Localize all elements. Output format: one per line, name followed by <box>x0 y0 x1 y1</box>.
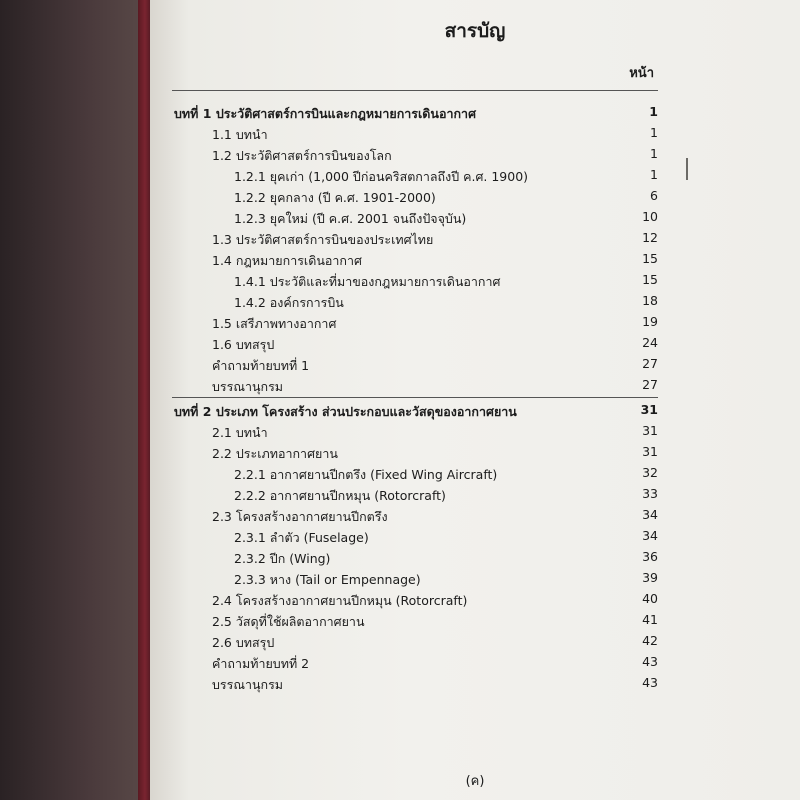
toc-entry <box>150 356 800 376</box>
toc-entry <box>150 591 800 611</box>
entry-label: 2.2.1 อากาศยานปีกตรึง (Fixed Wing Aircraft) <box>234 467 498 482</box>
page-number: 34 <box>642 507 658 522</box>
toc-entry <box>150 444 800 464</box>
toc-entry <box>150 314 800 334</box>
page-number: 1 <box>650 146 658 161</box>
page-number: 19 <box>642 314 658 329</box>
toc-entry <box>150 335 800 355</box>
toc-entry <box>150 570 800 590</box>
page-number: 6 <box>650 188 658 203</box>
toc-entry <box>150 146 800 166</box>
page-column-header: หน้า <box>629 66 654 81</box>
toc-entry <box>150 486 800 506</box>
page-number: 34 <box>642 528 658 543</box>
table-of-contents <box>150 0 800 800</box>
toc-entry <box>150 612 800 632</box>
entry-label: คำถามท้ายบทที่ 1 <box>212 358 310 373</box>
chapter1-rule <box>172 90 658 91</box>
page-number: 10 <box>642 209 658 224</box>
entry-label: 1.2.1 ยุคเก่า (1,000 ปีก่อนคริสตกาลถึงปี ค.ศ. 1900) <box>234 169 529 184</box>
page-number: 39 <box>642 570 658 585</box>
page-title: สารบัญ <box>444 20 506 42</box>
page-number: 1 <box>650 125 658 140</box>
entry-label: 2.3 โครงสร้างอากาศยานปีกตรึง <box>212 509 388 524</box>
entry-label: 2.5 วัสดุที่ใช้ผลิตอากาศยาน <box>212 614 365 629</box>
page-number: 43 <box>642 675 658 690</box>
page-number: 1 <box>649 104 658 119</box>
entry-label: 1.1 บทนำ <box>212 127 268 142</box>
page-number: 18 <box>642 293 658 308</box>
toc-entry <box>150 272 800 292</box>
page-number: 15 <box>642 272 658 287</box>
entry-label: 2.3.3 หาง (Tail or Empennage) <box>234 572 421 587</box>
entry-label: 2.3.1 ลำตัว (Fuselage) <box>234 530 369 545</box>
page-number: 33 <box>642 486 658 501</box>
entry-label: 2.1 บทนำ <box>212 425 268 440</box>
entry-label: 1.2 ประวัติศาสตร์การบินของโลก <box>212 148 392 163</box>
page-number: 43 <box>642 654 658 669</box>
entry-label: บรรณานุกรม <box>212 677 284 692</box>
book-page <box>150 0 800 800</box>
entry-label: คำถามท้ายบทที่ 2 <box>212 656 310 671</box>
page-number: 40 <box>642 591 658 606</box>
chapter2-heading <box>150 402 800 422</box>
entry-label: 1.4.2 องค์กรการบิน <box>234 295 344 310</box>
entry-label: 2.6 บทสรุป <box>212 635 275 650</box>
toc-entry <box>150 654 800 674</box>
toc-entry <box>150 293 800 313</box>
page-number: 32 <box>642 465 658 480</box>
entry-label: 2.2 ประเภทอากาศยาน <box>212 446 338 461</box>
left-shadow <box>0 0 150 800</box>
entry-label: 2.4 โครงสร้างอากาศยานปีกหมุน (Rotorcraft) <box>212 593 468 608</box>
toc-entry <box>150 423 800 443</box>
entry-label: บรรณานุกรม <box>212 379 284 394</box>
page-number: 42 <box>642 633 658 648</box>
page-footer-number: (ค) <box>465 774 485 789</box>
entry-label: 1.3 ประวัติศาสตร์การบินของประเทศไทย <box>212 232 434 247</box>
toc-entry <box>150 167 800 187</box>
toc-entry <box>150 528 800 548</box>
page-number: 41 <box>642 612 658 627</box>
toc-entry <box>150 188 800 208</box>
entry-label: 2.3.2 ปีก (Wing) <box>234 551 331 566</box>
page-number: 27 <box>642 356 658 371</box>
chapter-title: บทที่ 1 ประวัติศาสตร์การบินและกฎหมายการเดินอากาศ <box>174 106 477 121</box>
toc-entry <box>150 549 800 569</box>
page-number: 31 <box>642 444 658 459</box>
page-number: 15 <box>642 251 658 266</box>
entry-label: 2.2.2 อากาศยานปีกหมุน (Rotorcraft) <box>234 488 446 503</box>
page-number: 36 <box>642 549 658 564</box>
page-number: 24 <box>642 335 658 350</box>
entry-label: 1.5 เสรีภาพทางอากาศ <box>212 316 337 331</box>
entry-label: 1.2.3 ยุคใหม่ (ปี ค.ศ. 2001 จนถึงปัจจุบัน) <box>234 211 467 226</box>
page-number: 1 <box>650 167 658 182</box>
entry-label: 1.4.1 ประวัติและที่มาของกฎหมายการเดินอากาศ <box>234 274 501 289</box>
toc-entry <box>150 377 800 397</box>
entry-label: 1.4 กฎหมายการเดินอากาศ <box>212 253 362 268</box>
chapter2-rule <box>172 397 658 398</box>
toc-entry <box>150 251 800 271</box>
page-number: 27 <box>642 377 658 392</box>
toc-entry <box>150 230 800 250</box>
entry-label: 1.6 บทสรุป <box>212 337 275 352</box>
chapter-title: บทที่ 2 ประเภท โครงสร้าง ส่วนประกอบและวัสดุของอากาศยาน <box>174 404 517 419</box>
toc-entry <box>150 507 800 527</box>
entry-label: 1.2.2 ยุคกลาง (ปี ค.ศ. 1901-2000) <box>234 190 436 205</box>
page-number: 31 <box>642 423 658 438</box>
toc-entry <box>150 465 800 485</box>
toc-entry <box>150 125 800 145</box>
page-number: 12 <box>642 230 658 245</box>
toc-entry <box>150 675 800 695</box>
chapter1-heading <box>150 104 800 124</box>
toc-entry <box>150 633 800 653</box>
page-number: 31 <box>640 402 658 417</box>
toc-entry <box>150 209 800 229</box>
